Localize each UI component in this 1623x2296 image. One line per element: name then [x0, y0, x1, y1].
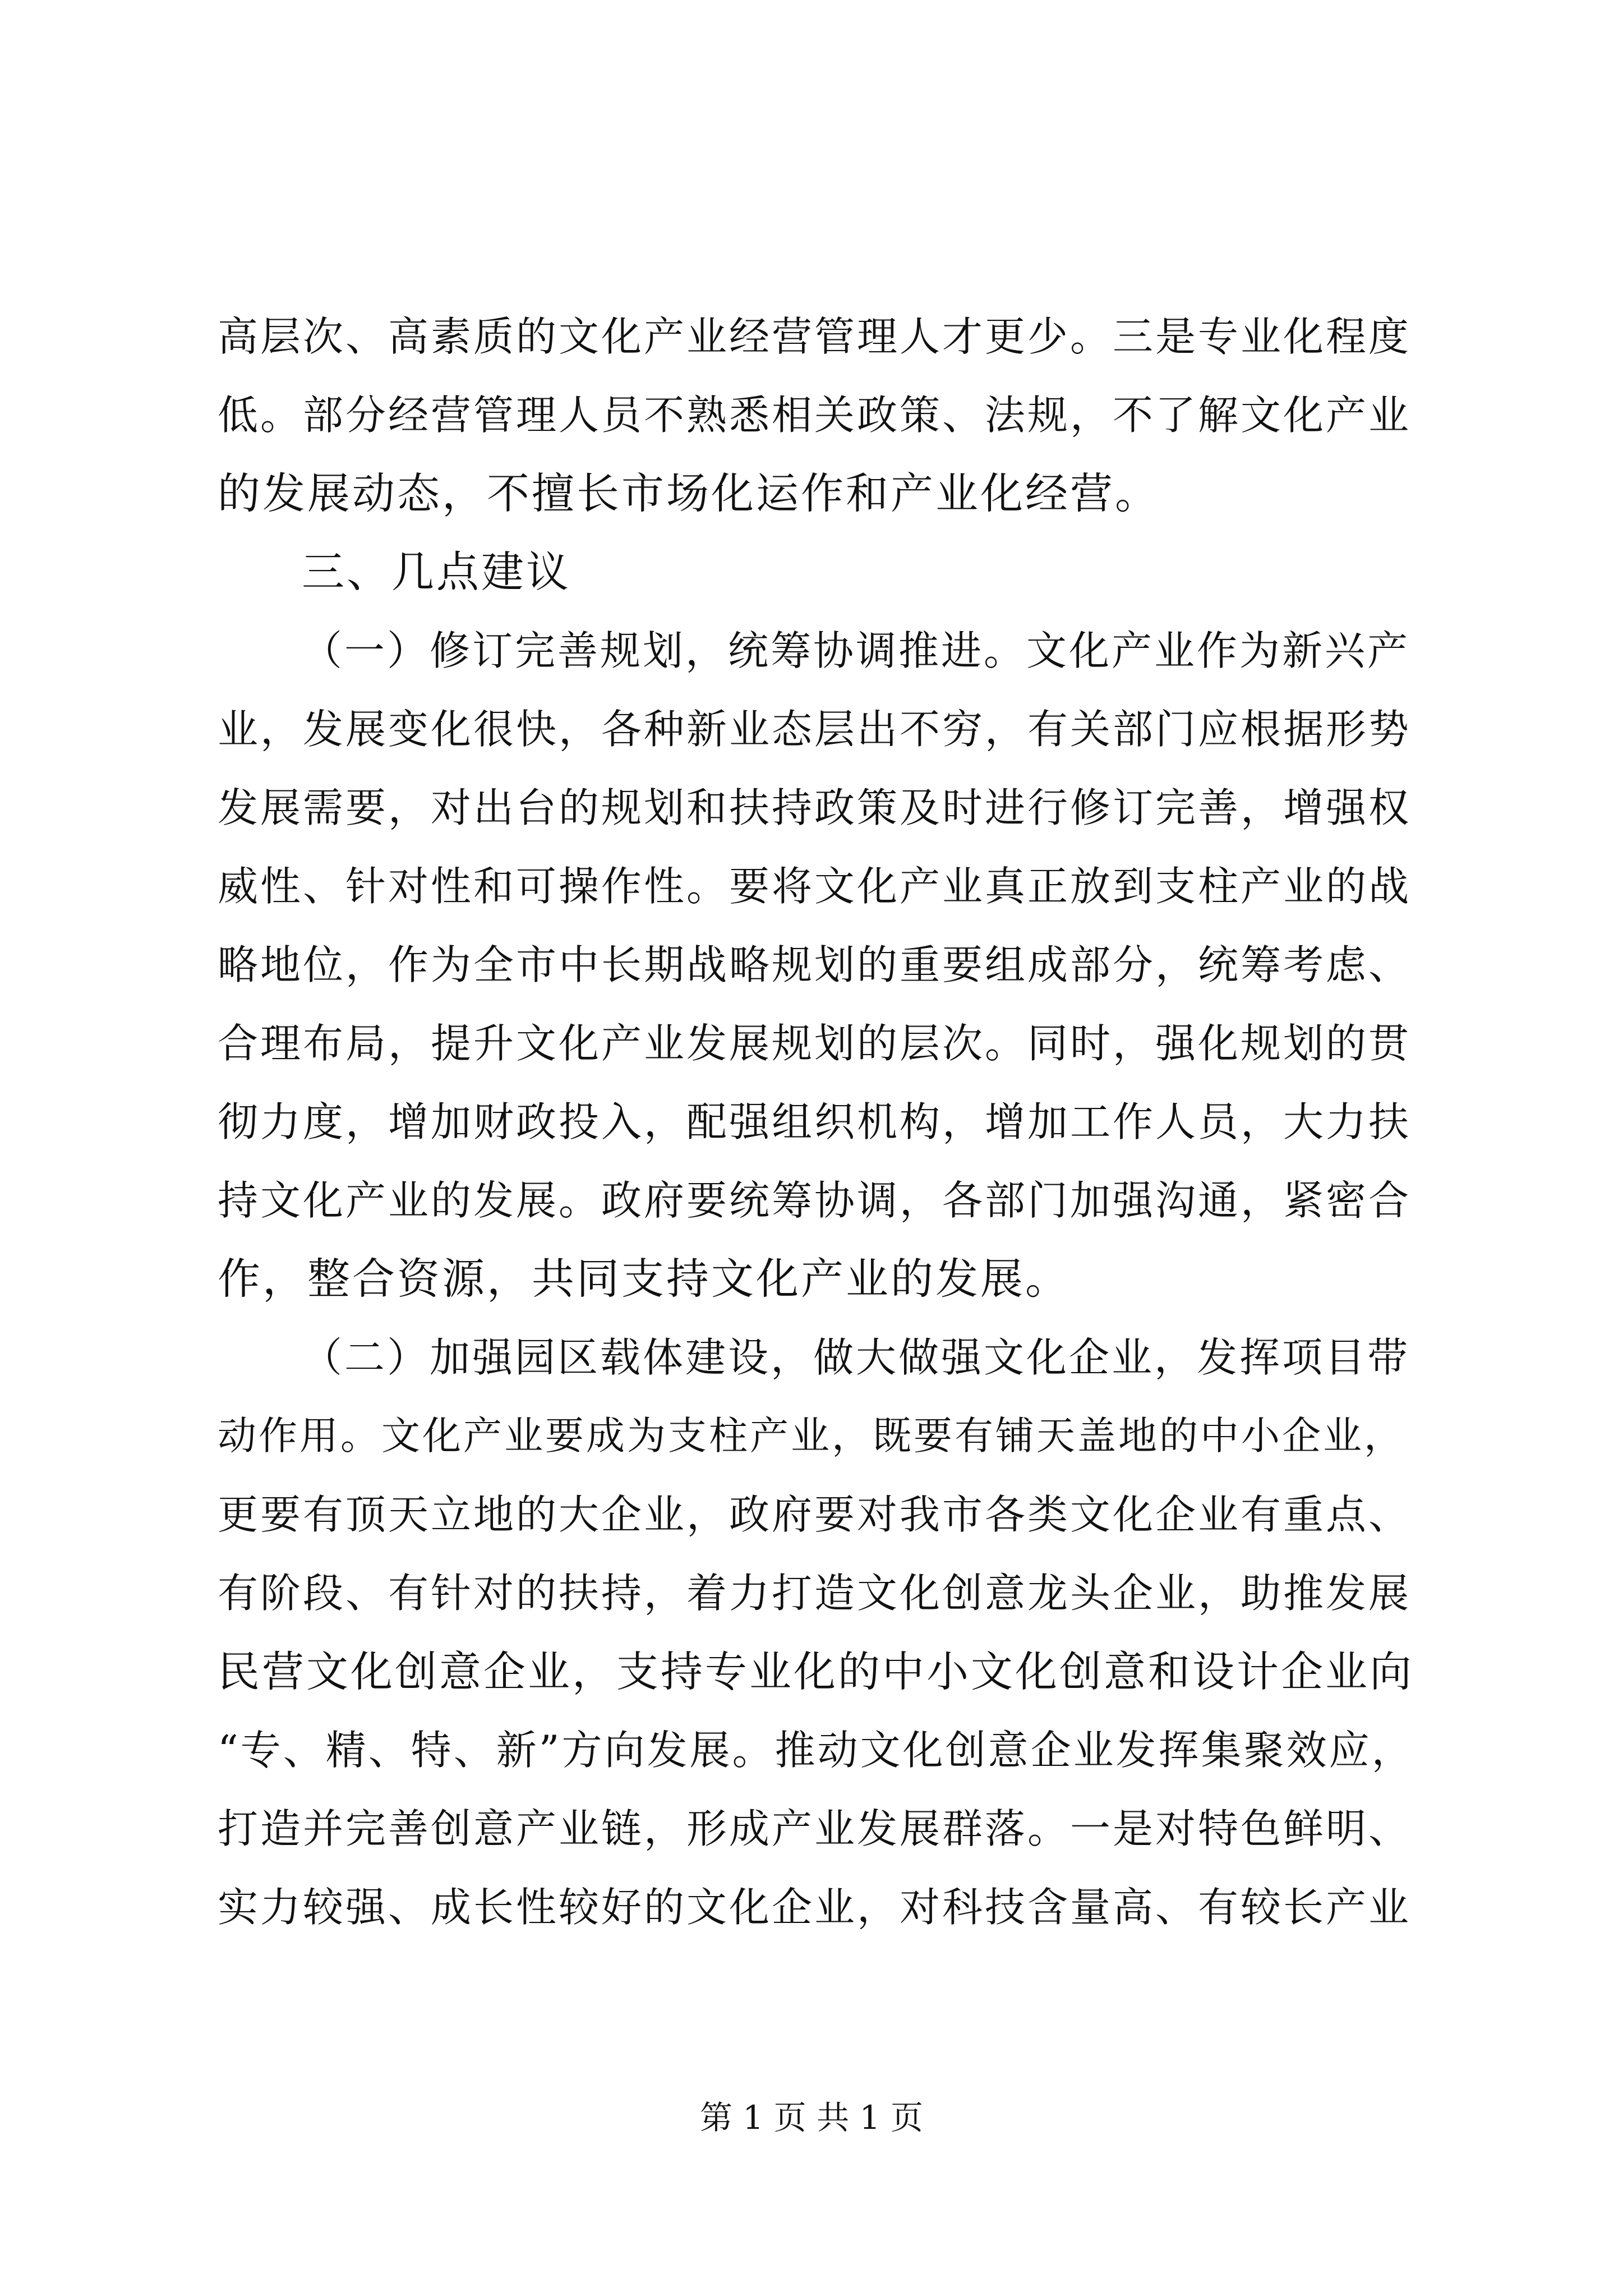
document-body [218, 297, 1418, 1947]
text-line: 的发展动态，不擅长市场化运作和产业化经营。 [218, 468, 1160, 518]
text-line: 业，发展变化很快，各种新业态层出不穷，有关部门应根据形势 [218, 706, 1412, 753]
text-line: 彻力度，增加财政投入，配强组织机构，增加工作人员，大力扶 [218, 1098, 1412, 1145]
text-line: 威性、针对性和可操作性。要将文化产业真正放到支柱产业的战 [218, 863, 1412, 910]
text-line: 持文化产业的发展。政府要统筹协调，各部门加强沟通，紧密合 [218, 1177, 1412, 1224]
text-line: “专、精、特、新”方向发展。推动文化创意企业发挥集聚效应， [218, 1727, 1414, 1774]
section-heading: 三、几点建议 [302, 547, 571, 597]
paragraph-start: （二）加强园区载体建设，做大做强文化企业，发挥项目带 [302, 1334, 1410, 1381]
text-line: 打造并完善创意产业链，形成产业发展群落。一是对特色鲜明、 [218, 1805, 1412, 1852]
text-line: 民营文化创意企业，支持专业化的中小文化创意和设计企业向 [218, 1647, 1414, 1696]
text-line: 合理布局，提升文化产业发展规划的层次。同时，强化规划的贯 [218, 1020, 1412, 1067]
text-line: 发展需要，对出台的规划和扶持政策及时进行修订完善，增强权 [218, 784, 1412, 831]
page-footer: 第 1 页 共 1 页 [700, 2099, 923, 2137]
text-line: 高层次、高素质的文化产业经营管理人才更少。三是专业化程度 [218, 313, 1412, 360]
text-line: 略地位，作为全市中长期战略规划的重要组成部分，统筹考虑、 [218, 941, 1412, 988]
text-line: 低。部分经营管理人员不熟悉相关政策、法规，不了解文化产业 [218, 392, 1412, 439]
text-line: 有阶段、有针对的扶持，着力打造文化创意龙头企业，助推发展 [218, 1570, 1412, 1617]
text-line: 作，整合资源，共同支持文化产业的发展。 [218, 1254, 1070, 1304]
paragraph-start: （一）修订完善规划，统筹协调推进。文化产业作为新兴产 [302, 627, 1410, 674]
text-line: 动作用。文化产业要成为支柱产业，既要有铺天盖地的中小企业， [218, 1414, 1405, 1458]
text-line: 更要有顶天立地的大企业，政府要对我市各类文化企业有重点、 [218, 1491, 1412, 1538]
text-line: 实力较强、成长性较好的文化企业，对科技含量高、有较长产业 [218, 1884, 1412, 1931]
